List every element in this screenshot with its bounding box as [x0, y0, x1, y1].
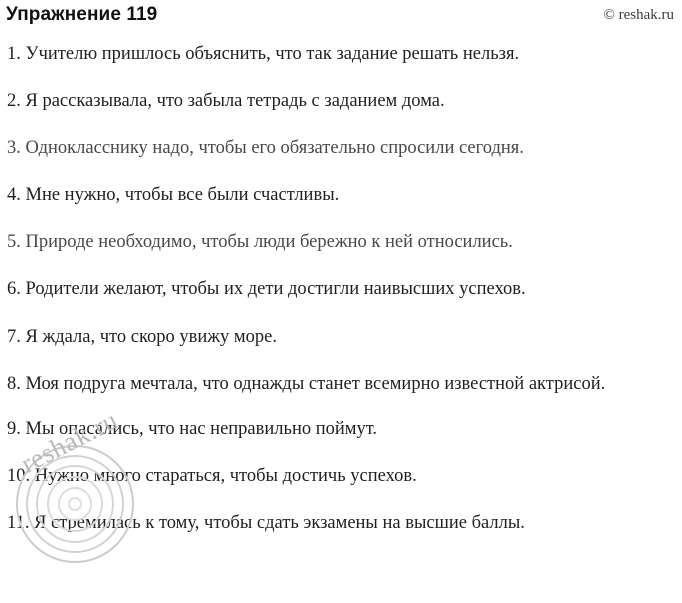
list-item: 2. Я рассказывала, что забыла тетрадь с заданием дома. [7, 91, 445, 112]
page-title: Упражнение 119 [6, 4, 158, 25]
list-item: 10. Нужно много стараться, чтобы достичь успехов. [7, 466, 417, 487]
list-item: 11. Я стремилась к тому, чтобы сдать экзамены на высшие баллы. [7, 513, 525, 534]
exercise-answer-list [6, 42, 676, 536]
list-item: 8. Моя подруга мечтала, что однажды станет всемирно известной актрисой. [7, 373, 606, 394]
list-item: 1. Учителю пришлось объяснить, что так задание решать нельзя. [7, 44, 520, 64]
document-header [6, 4, 676, 30]
list-item: 7. Я ждала, что скоро увижу море. [7, 326, 277, 347]
list-item: 4. Мне нужно, чтобы все были счастливы. [7, 185, 340, 206]
copyright-credit: © reshak.ru [603, 7, 674, 23]
list-item: 5. Природе необходимо, чтобы люди бережно к ней относились. [7, 232, 513, 253]
list-item: 9. Мы опасались, что нас неправильно поймут. [7, 419, 378, 440]
list-item: 6. Родители желают, чтобы их дети достигли наивысших успехов. [7, 279, 526, 300]
watermark-label: reshak.ru [16, 404, 123, 479]
list-item: 3. Однокласснику надо, чтобы его обязательно спросили сегодня. [7, 138, 524, 159]
